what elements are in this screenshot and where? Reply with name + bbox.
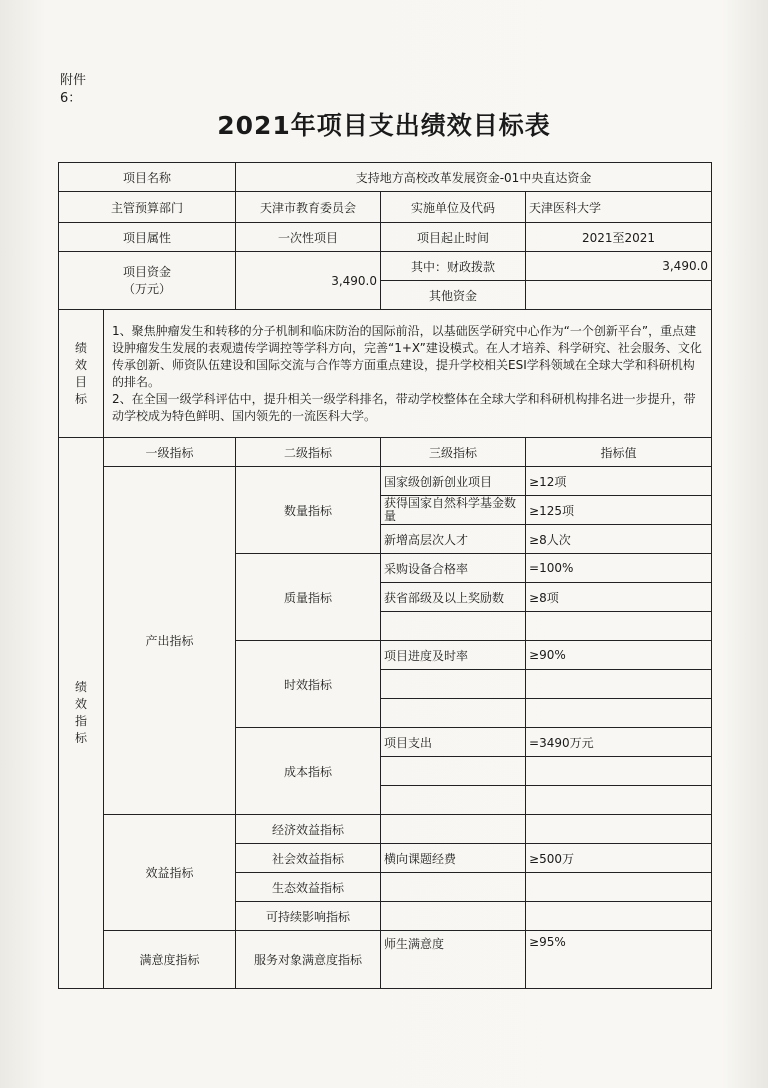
attachment-label: 附件6： (60, 73, 87, 106)
project-name-value: 支持地方高校改革发展资金-01中央直达资金 (236, 163, 712, 192)
econ-name (381, 815, 526, 844)
c2-name (381, 757, 526, 786)
quantity-indicator: 数量指标 (236, 467, 381, 554)
eco-name (381, 873, 526, 902)
q3-value: ≥8人次 (526, 525, 712, 554)
ql2-value: ≥8项 (526, 583, 712, 612)
social-indicator: 社会效益指标 (236, 844, 381, 873)
header-value: 指标值 (526, 438, 712, 467)
q1-value: ≥12项 (526, 467, 712, 496)
goal-label: 绩 效 目 标 (59, 310, 104, 438)
header-level1: 一级指标 (104, 438, 236, 467)
header-level3: 三级指标 (381, 438, 526, 467)
output-indicator: 产出指标 (104, 467, 236, 815)
page-title: 2021年项目支出绩效目标表 (217, 111, 551, 140)
sustain-value (526, 902, 712, 931)
q2-name: 获得国家自然科学基金数量 (381, 496, 526, 525)
fin-value: 3,490.0 (526, 252, 712, 281)
sat1-value: ≥95% (526, 931, 712, 989)
t1-name: 项目进度及时率 (381, 641, 526, 670)
period-value: 2021至2021 (526, 223, 712, 252)
c1-name: 项目支出 (381, 728, 526, 757)
econ-value (526, 815, 712, 844)
dept-value: 天津市教育委员会 (236, 192, 381, 223)
c2-value (526, 757, 712, 786)
q1-name: 国家级创新创业项目 (381, 467, 526, 496)
dept-label: 主管预算部门 (59, 192, 236, 223)
s1-value: ≥500万 (526, 844, 712, 873)
fund-value: 3,490.0 (236, 252, 381, 310)
t3-name (381, 699, 526, 728)
c3-name (381, 786, 526, 815)
quality-indicator: 质量指标 (236, 554, 381, 641)
eco-value (526, 873, 712, 902)
attr-label: 项目属性 (59, 223, 236, 252)
sat1-name: 师生满意度 (381, 931, 526, 989)
c3-value (526, 786, 712, 815)
unit-value: 天津医科大学 (526, 192, 712, 223)
other-label: 其他资金 (381, 281, 526, 310)
header-level2: 二级指标 (236, 438, 381, 467)
sustain-name (381, 902, 526, 931)
satisfaction-indicator: 满意度指标 (104, 931, 236, 989)
q2-value: ≥125项 (526, 496, 712, 525)
t2-value (526, 670, 712, 699)
ql1-value: =100% (526, 554, 712, 583)
s1-name: 横向课题经费 (381, 844, 526, 873)
fin-label: 其中：财政拨款 (381, 252, 526, 281)
sustain-indicator: 可持续影响指标 (236, 902, 381, 931)
unit-label: 实施单位及代码 (381, 192, 526, 223)
ql2-name: 获省部级及以上奖励数 (381, 583, 526, 612)
benefit-indicator: 效益指标 (104, 815, 236, 931)
t1-value: ≥90% (526, 641, 712, 670)
eco-indicator: 生态效益指标 (236, 873, 381, 902)
ql1-name: 采购设备合格率 (381, 554, 526, 583)
ql3-name (381, 612, 526, 641)
ql3-value (526, 612, 712, 641)
goal-text: 1、聚焦肿瘤发生和转移的分子机制和临床防治的国际前沿，以基础医学研究中心作为“一个创新平台”，重点建设肿瘤发生发展的表观遗传学调控等学科方向，完善“1+X”建设模式。在人才培养、科学研究、社会服务、文化传承创新、师资队伍建设和国际交流与合作等方面重点建设，提升学校相关ESI学科领域在全球大学和科研机构的排名。 2、在全国一级学科评估中，提升相关一级学科排名，带动学校整体在全球大学和科研机构排名进一步提升，带动学校成为特色鲜明、国内领先的一流医科大学。 (104, 310, 712, 438)
timeliness-indicator: 时效指标 (236, 641, 381, 728)
q3-name: 新增高层次人才 (381, 525, 526, 554)
cost-indicator: 成本指标 (236, 728, 381, 815)
service-indicator: 服务对象满意度指标 (236, 931, 381, 989)
other-value (526, 281, 712, 310)
fund-label: 项目资金 （万元） (59, 252, 236, 310)
t2-name (381, 670, 526, 699)
indicator-label: 绩 效 指 标 (59, 438, 104, 989)
period-label: 项目起止时间 (381, 223, 526, 252)
econ-indicator: 经济效益指标 (236, 815, 381, 844)
t3-value (526, 699, 712, 728)
performance-table (58, 162, 712, 989)
c1-value: =3490万元 (526, 728, 712, 757)
attr-value: 一次性项目 (236, 223, 381, 252)
project-name-label: 项目名称 (59, 163, 236, 192)
